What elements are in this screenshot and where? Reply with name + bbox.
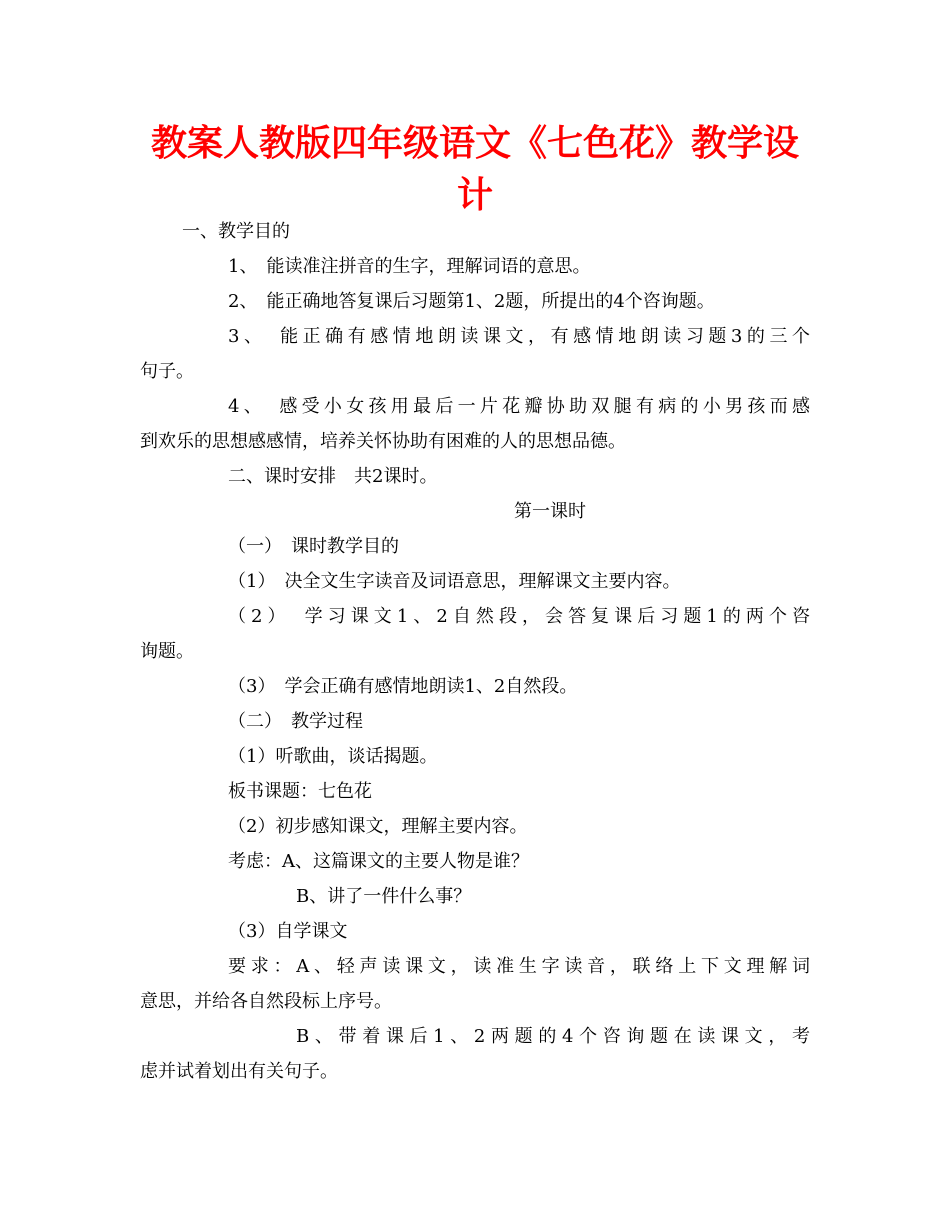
- subsection-heading-process: （二） 教学过程: [228, 711, 363, 732]
- process-step-2: （2）初步感知课文，理解主要内容。: [228, 816, 528, 837]
- requirement-b-continued: 虑并试着划出有关句子。: [140, 1061, 338, 1082]
- requirement-a: 要求：A、轻声读课文，读准生字读音，联络上下文理解词: [228, 956, 810, 977]
- objective-item-2: 2、 能正确地答复课后习题第1、2题，所提出的4个咨询题。: [228, 291, 715, 312]
- objective-item-3-continued: 句子。: [140, 361, 194, 382]
- objective-item-4-continued: 到欢乐的思想感感情，培养关怀协助有困难的人的思想品德。: [140, 431, 626, 452]
- document-body: [140, 214, 810, 1089]
- lesson-objective-3: （3） 学会正确有感情地朗读1、2自然段。: [228, 676, 578, 697]
- requirement-b: B、带着课后1、2两题的4个咨询题在读课文，考: [296, 1026, 810, 1047]
- lesson-objective-2: （2） 学习课文1、2自然段，会答复课后习题1的两个咨: [228, 606, 810, 627]
- subsection-heading-lesson-objectives: （一） 课时教学目的: [228, 536, 399, 557]
- lesson-heading: 第一课时: [514, 501, 586, 522]
- consider-question-b: B、讲了一件什么事？: [296, 886, 472, 907]
- lesson-objective-2-continued: 询题。: [140, 641, 194, 662]
- objective-item-4: 4、 感受小女孩用最后一片花瓣协助双腿有病的小男孩而感: [228, 396, 810, 417]
- document-title: 教案人教版四年级语文《七色花》教学设计: [150, 123, 799, 216]
- section-heading-schedule: 二、课时安排 共2课时。: [228, 466, 438, 487]
- objective-item-1: 1、 能读准注拼音的生字，理解词语的意思。: [228, 256, 591, 277]
- process-step-1: （1）听歌曲，谈话揭题。: [228, 746, 438, 767]
- objective-item-3: 3、 能正确有感情地朗读课文，有感情地朗读习题3的三个: [228, 326, 810, 347]
- requirement-a-continued: 意思，并给各自然段标上序号。: [140, 991, 392, 1012]
- blackboard-title: 板书课题：七色花: [228, 781, 372, 802]
- section-heading-objectives: 一、教学目的: [182, 221, 290, 242]
- lesson-objective-1: （1） 决全文生字读音及词语意思，理解课文主要内容。: [228, 571, 681, 592]
- consider-question-a: 考虑：A、这篇课文的主要人物是谁？: [228, 851, 529, 872]
- process-step-3: （3）自学课文: [228, 921, 348, 942]
